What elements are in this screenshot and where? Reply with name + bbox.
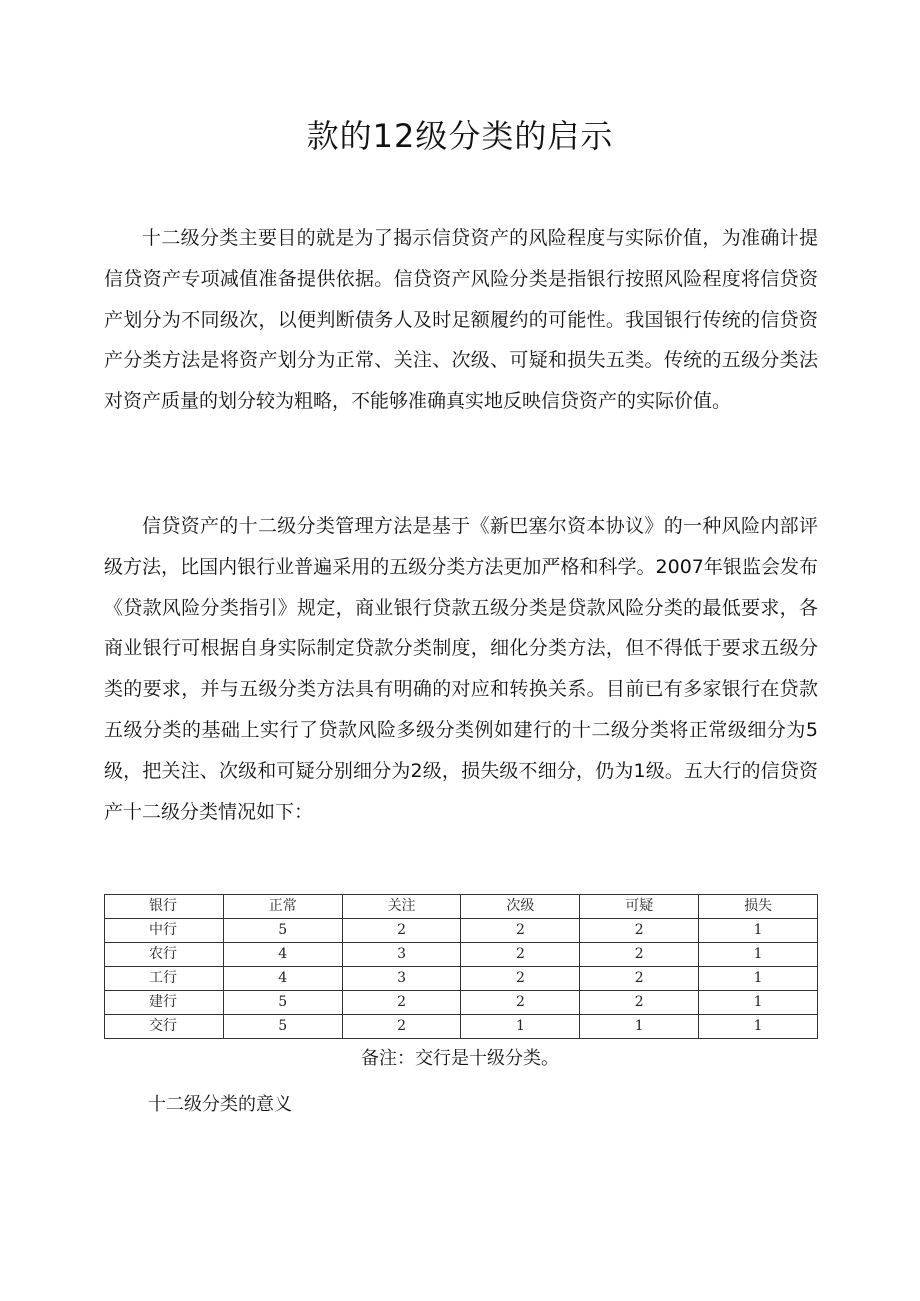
table-cell: 1 [699, 943, 818, 967]
table-cell: 4 [223, 967, 342, 991]
table-cell: 1 [699, 967, 818, 991]
table-row [105, 1015, 818, 1039]
table-cell: 2 [461, 991, 580, 1015]
section-subheading: 十二级分类的意义 [148, 1094, 292, 1115]
table-cell: 3 [342, 967, 461, 991]
table-cell: 1 [699, 919, 818, 943]
table-cell: 3 [342, 943, 461, 967]
table-row [105, 943, 818, 967]
header-doubtful: 可疑 [580, 895, 699, 919]
header-substandard: 次级 [461, 895, 580, 919]
table-cell: 2 [461, 919, 580, 943]
table-header-row [105, 895, 818, 919]
table-cell: 2 [580, 943, 699, 967]
table-cell: 1 [461, 1015, 580, 1039]
table-cell: 1 [699, 1015, 818, 1039]
table-cell: 1 [699, 991, 818, 1015]
table-cell: 中行 [105, 919, 224, 943]
table-cell: 2 [342, 991, 461, 1015]
table-cell: 2 [342, 1015, 461, 1039]
table-cell: 农行 [105, 943, 224, 967]
table-cell: 2 [580, 991, 699, 1015]
document-title: 款的12级分类的启示 [306, 117, 614, 155]
table-cell: 5 [223, 991, 342, 1015]
table-cell: 2 [461, 943, 580, 967]
table-cell: 2 [342, 919, 461, 943]
table-row [105, 919, 818, 943]
paragraph-1: 十二级分类主要目的就是为了揭示信贷资产的风险程度与实际价值，为准确计提信贷资产专项减值准备提供依据。信贷资产风险分类是指银行按照风险程度将信贷资产划分为不同级次，以便判断债务人及时足额履约的可能性。我国银行传统的信贷资产分类方法是将资产划分为正常、关注、次级、可疑和损失五类。传统的五级分类法对资产质量的划分较为粗略，不能够准确真实地反映信贷资产的实际价值。 [104, 227, 818, 413]
table-cell: 5 [223, 919, 342, 943]
table-row [105, 967, 818, 991]
table-cell: 2 [580, 919, 699, 943]
header-special-mention: 关注 [342, 895, 461, 919]
table-cell: 5 [223, 1015, 342, 1039]
table-row [105, 991, 818, 1015]
table-cell: 4 [223, 943, 342, 967]
paragraph-2: 信贷资产的十二级分类管理方法是基于《新巴塞尔资本协议》的一种风险内部评级方法，比国内银行业普遍采用的五级分类方法更加严格和科学。2007年银监会发布《贷款风险分类指引》规定，商业银行贷款五级分类是贷款风险分类的最低要求，各商业银行可根据自身实际制定贷款分类制度，细化分类方法，但不得低于要求五级分类的要求，并与五级分类方法具有明确的对应和转换关系。目前已有多家银行在贷款五级分类的基础上实行了贷款风险多级分类例如建行的十二级分类将正常级细分为5级，把关注、次级和可疑分别细分为2级，损失级不细分，仍为1级。五大行的信贷资产十二级分类情况如下： [104, 515, 818, 823]
table-cell: 1 [580, 1015, 699, 1039]
table-cell: 交行 [105, 1015, 224, 1039]
table-cell: 2 [580, 967, 699, 991]
classification-table [104, 894, 818, 1039]
classification-table-wrapper [104, 894, 818, 1039]
table-cell: 建行 [105, 991, 224, 1015]
table-cell: 工行 [105, 967, 224, 991]
table-cell: 2 [461, 967, 580, 991]
header-normal: 正常 [223, 895, 342, 919]
header-loss: 损失 [699, 895, 818, 919]
header-bank: 银行 [105, 895, 224, 919]
table-note: 备注：交行是十级分类。 [361, 1048, 559, 1069]
